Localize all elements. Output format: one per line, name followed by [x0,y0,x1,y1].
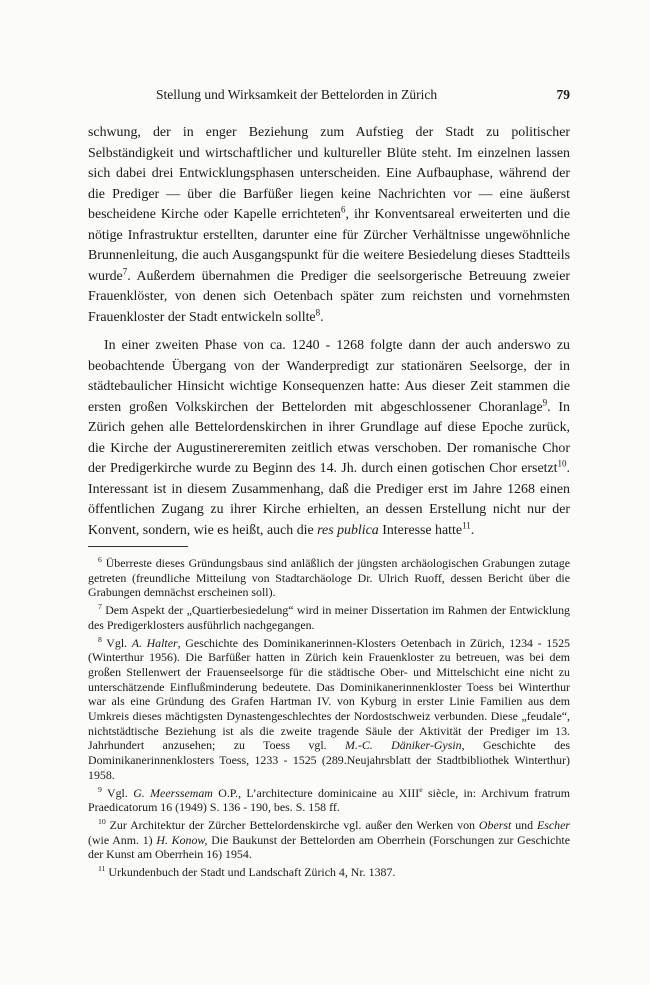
author-name: Escher [536,817,571,832]
text-run: . In Zürich gehen alle Bettelordenskirchen in ihrer Grundlage auf diese Epoche zurück, die Kirche der Augustinereremiten zeitlich etwas verschoben. Der romanische Chor der Predigerkirche wurde zu Beginn des 14. Jh. durch einen gotischen Chor ersetzt [88,399,570,476]
footnote-text: , Geschichte des Dominikanerinnen-Klosters Oetenbach in Zürich, 1234 - 1525 (Winterthur 1956). Die Barfüßer hatten in Zürich kein Frauenkloster zu betreuen, was bei dem großen Stellenwert der Frauenseelsorge für die städtische Ober- und Mittelschicht eine nicht zu unterschätzende Einflußminderung bedeutete. Das Dominikanerinnenkloster Toess bei Winterthur war als eine Gründung des Grafen Hartman IV. von Kyburg in erster Linie Familien aus dem Umkreis dieses mächtigsten Dynastengeschlechtes der Nordostschweiz verbunden. Diese „feudale“, nichtstädtische Beziehung ist als die zweite tragende Säule der Aktivität der Prediger im 13. Jahrhundert anzusehen; zu Toess vgl. [88,635,570,753]
footnote-text: Zur Architektur der Zürcher Bettelordenskirche vgl. außer den Werken von [109,817,479,832]
italic-phrase: res publica [317,522,379,538]
author-name: A. Halter [131,635,178,650]
footnote-ref-9: 9 [542,396,548,407]
footnote-6 [88,556,570,600]
footnote-number: 6 [98,555,102,565]
text-run: , ihr Konventsareal erweiterten und die nötige Infrastruktur erstellten, darunter eine für Zürcher Verhältnisse ungewöhnliche Brunnenleitung, die auch Ausgangspunkt für die weitere Besiedelung dieses Stadtteils wurde [88,207,571,284]
main-text [88,123,570,541]
footnote-10 [88,818,570,862]
footnote-text: O.P., L’architecture dominicaine au XIII [212,785,420,800]
footnote-ref-10: 10 [557,458,567,469]
footnote-text: (wie Anm. 1) [88,832,157,847]
footnote-7 [88,603,570,632]
footnote-text: Urkundenbuch der Stadt und Landschaft Zürich 4, Nr. 1387. [108,865,396,880]
text-run: . Interessant ist in diesem Zusammenhang, daß die Prediger erst im Jahre 1268 einen öffentlichen Zugang zu ihrer Kirche erhielten, an dessen Erstellung nicht nur der Konvent, sondern, wie es heißt, auch die [88,461,570,538]
footnote-ref-8: 8 [315,306,321,317]
footnote-ref-7: 7 [122,265,128,276]
footnote-9 [88,786,570,815]
footnote-text: Vgl. [106,635,132,650]
footnotes [88,556,570,883]
footnote-text: Vgl. [107,785,134,800]
footnote-number: 7 [98,602,102,612]
footnote-text: und [511,817,537,832]
text-run: In einer zweiten Phase von ca. 1240 - 1268 folgte dann der auch anderswo zu beobachtende Übergang von der Wanderpredigt zur stationären Seelsorge, der in städtebaulicher Hinsicht wichtige Konsequenzen hatte: Aus dieser Zeit stammen die ersten großen Volkskirchen der Bettelorden mit abgeschlossener Choranlage [88,338,570,415]
footnote-ref-11: 11 [462,519,471,530]
paragraph-2 [88,336,570,541]
footnote-text: Die Baukunst der Bettelorden am Oberrhein (Forschungen zur Geschichte der Kunst am Oberrhein 16) 1954. [88,832,570,862]
footnote-11 [88,865,570,880]
author-name: Oberst [478,817,512,832]
ordinal-suffix: e [419,784,423,794]
author-name: G. Meerssemam [133,785,213,800]
text-run: . Außerdem übernahmen die Prediger die seelsorgerische Betreuung zweier Frauenklöster, von denen sich Oetenbach später zum reichsten und vornehmsten Frauenkloster der Stadt entwickeln sollte [88,268,570,325]
author-name: M.-C. Däniker-Gysin [345,738,462,753]
text-run: . [320,309,324,325]
footnote-8 [88,636,570,783]
text-run: Interesse hatte [378,522,463,538]
footnote-text: Überreste dieses Gründungsbaus sind anläßlich der jüngsten archäologischen Grabungen zutage getreten (freundliche Mitteilung von Stadtarchäologe Dr. Ulrich Ruoff, dessen Bericht über die Grabungen demnächst erscheinen soll). [88,556,570,600]
footnote-number: 9 [98,784,102,794]
text-run: . [470,522,475,538]
running-title: Stellung und Wirksamkeit der Bettelorden in Zürich [156,87,438,102]
author-name: H. Konow, [156,832,208,847]
paragraph-1 [88,123,570,328]
footnote-number: 11 [98,864,106,874]
footnote-number: 10 [98,816,106,826]
footnote-text: siècle, in: Archivum fratrum Praedicatorum 16 (1949) S. 136 - 190, bes. S. 158 ff. [88,785,570,815]
text-run: schwung, der in enger Beziehung zum Aufstieg der Stadt zu politischer Selbständigkeit und wirtschaftlicher und kultureller Blüte steht. Im einzelnen lassen sich dabei drei Entwicklungsphasen unterscheiden. Eine Aufbauphase, während der die Prediger — über die Barfüßer liegen keine Nachrichten vor — eine äußerst bescheidene Kirche oder Kapelle errichteten [88,125,570,222]
footnote-text: , Geschichte des Dominikanerinnenklosters Toess, 1233 - 1525 (289.Neujahrsblatt der Stadtbibliothek Winterthur) 1958. [88,738,571,782]
footnote-divider [88,546,188,547]
footnote-ref-6: 6 [341,204,346,215]
footnote-text: Dem Aspekt der „Quartierbesiedelung“ wird in meiner Dissertation im Rahmen der Entwicklung des Predigerklosters ausführlich nachgegangen. [88,603,570,632]
page-number: 79 [556,87,570,102]
footnote-number: 8 [98,634,102,644]
